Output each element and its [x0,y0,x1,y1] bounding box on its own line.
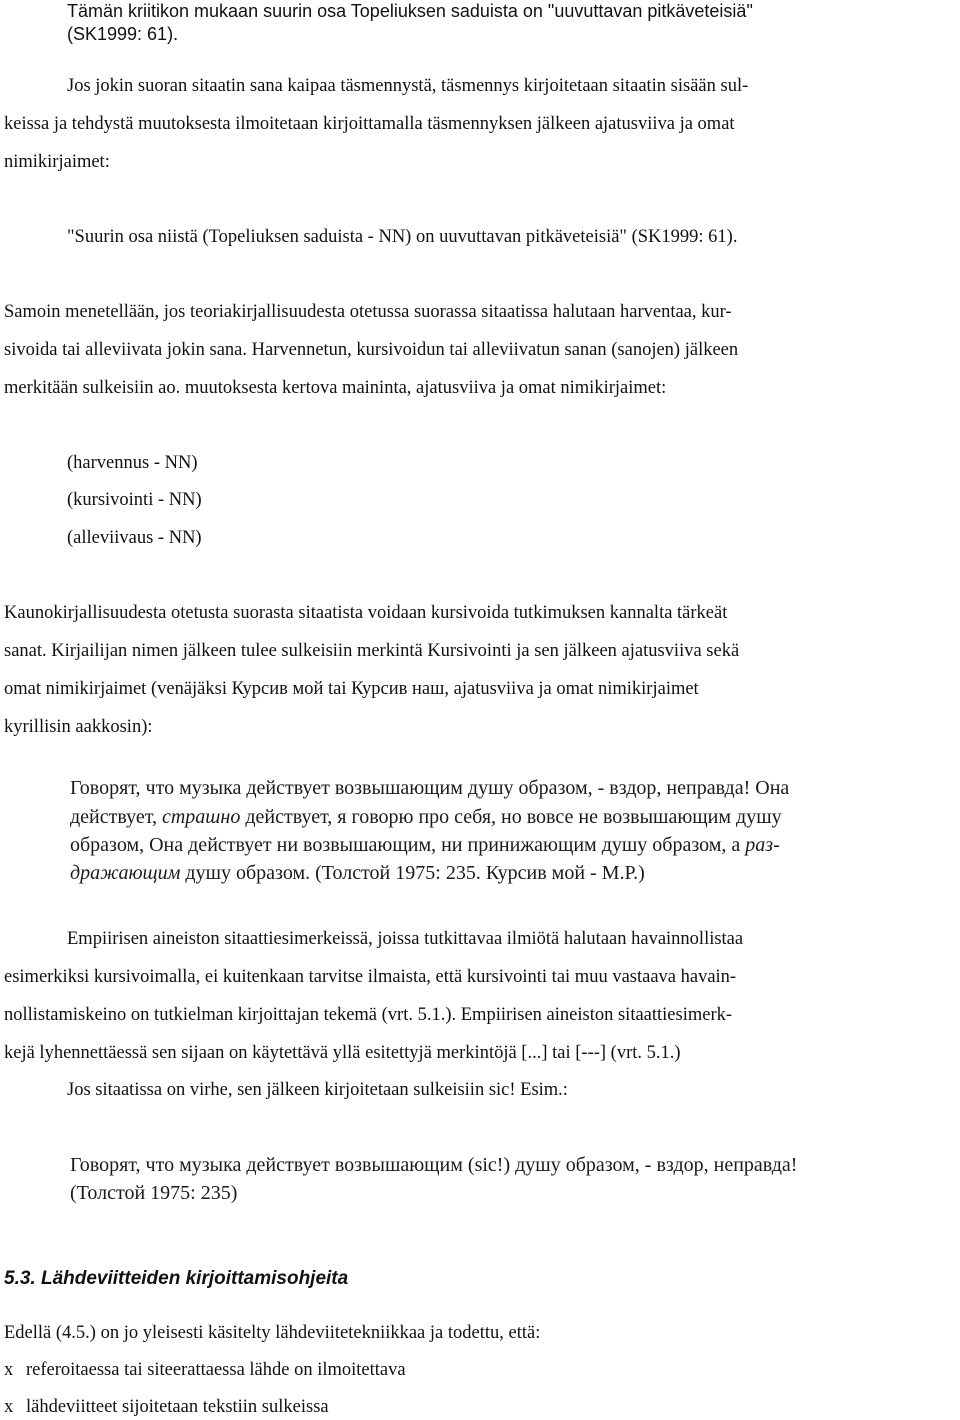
paragraph-5-line-2: esimerkiksi kursivoimalla, ei kuitenkaan tarvitse ilmaista, että kursivointi tai muu vastaava havain- [4,967,737,987]
russian-2-line-1: Говорят, что музыка действует возвышающим (sic!) душу образом, - вздор, неправда! [70,1154,798,1176]
list-item-text: referoitaessa tai siteerattaessa lähde on ilmoitettava [26,1360,406,1380]
paragraph-1-line-2: (SK1999: 61). [67,24,179,44]
bullet-mark: x [4,1397,14,1417]
russian-1-line-1: Говорят, что музыка действует возвышающим душу образом, - вздор, неправда! Она [70,777,790,799]
russian-1-italic-word: страшно [161,806,241,828]
paragraph-3-line-1: Samoin menetellään, jos teoriakirjallisuudesta otetussa suorassa sitaatissa halutaan harventaa, kur- [4,302,732,322]
paragraph-5-line-5: Jos sitaatissa on virhe, sen jälkeen kirjoitetaan sulkeisiin sic! Esim.: [67,1080,568,1100]
paragraph-5-line-3: nollistamiskeino on tutkielman kirjoittajan tekemä (vrt. 5.1.). Empiirisen aineiston sitaattiesimerk- [4,1005,733,1025]
russian-1-italic-word-2: дражающим [70,862,181,884]
paragraph-4-line-2: sanat. Kirjailijan nimen jälkeen tulee sulkeisiin merkintä Kursivointi ja sen jälkeen ajatusviiva sekä [4,641,740,661]
paragraph-2-line-1: Jos jokin suoran sitaatin sana kaipaa täsmennystä, täsmennys kirjoitetaan sitaatin sisään sul- [67,76,749,96]
paragraph-4-line-4: kyrillisin aakkosin): [4,717,153,737]
russian-2-line-2: (Толстой 1975: 235) [70,1182,238,1204]
paragraph-1-line-1: Tämän kriitikon mukaan suurin osa Topeliuksen saduista on "uuvuttavan pitkäveteisiä" [67,1,753,21]
paragraph-6: Edellä (4.5.) on jo yleisesti käsitelty lähdeviitetekniikkaa ja todettu, että: [4,1323,541,1343]
russian-1-line-3 [70,833,780,857]
paragraph-2-line-2: keissa ja tehdystä muutoksesta ilmoitetaan kirjoittamalla täsmennyksen jälkeen ajatusviiva ja omat [4,114,735,134]
russian-1-italic-split: раз- [745,834,780,856]
mark-kursivointi: (kursivointi - NN) [67,490,202,510]
paragraph-4-line-3: omat nimikirjaimet (venäjäksi Курсив мой tai Курсив наш, ajatusviiva ja omat nimikirjaimet [4,679,699,699]
russian-1-line-4 [70,861,645,885]
paragraph-3-line-2: sivoida tai alleviivata jokin sana. Harvennetun, kursivoidun tai alleviivatun sanan (sanojen) jälkeen [4,340,739,360]
paragraph-5-line-4: kejä lyhennettäessä sen sijaan on käytettävä yllä esitettyjä merkintöjä [...] tai [---] (vrt. 5.1.) [4,1043,681,1063]
paragraph-2-line-3: nimikirjaimet: [4,152,110,172]
list-item [4,1396,329,1418]
paragraph-4-line-1: Kaunokirjallisuudesta otetusta suorasta sitaatista voidaan kursivoida tutkimuksen kannalta tärkeät [4,603,728,623]
block-quote: "Suurin osa niistä (Topeliuksen saduista - NN) on uuvuttavan pitkäveteisiä" (SK1999: 61). [67,227,738,247]
paragraph-3-line-3: merkitään sulkeisiin ao. muutoksesta kertova maininta, ajatusviiva ja omat nimikirjaimet: [4,378,667,398]
russian-1-line-2 [70,805,782,829]
list-item-text: lähdeviitteet sijoitetaan tekstiin sulkeissa [26,1397,329,1417]
section-heading: 5.3. Lähdeviitteiden kirjoittamisohjeita [4,1268,349,1289]
mark-harvennus: (harvennus - NN) [67,453,198,473]
bullet-mark: x [4,1360,14,1380]
russian-1-line-3-a: образом, Она действует ни возвышающим, ни принижающим душу образом, а [70,834,746,856]
russian-1-line-2-a: действует, [70,806,162,828]
paragraph-5-line-1: Empiirisen aineiston sitaattiesimerkeissä, joissa tutkittavaa ilmiötä halutaan havainnollistaa [67,929,744,949]
russian-1-line-2-c: действует, я говорю про себя, но вовсе не возвышающим душу [240,806,782,828]
list-item [4,1359,406,1381]
mark-alleviivaus: (alleviivaus - NN) [67,528,202,548]
russian-1-line-4-b: душу образом. (Толстой 1975: 235. Курсив мой - М.Р.) [180,862,645,884]
